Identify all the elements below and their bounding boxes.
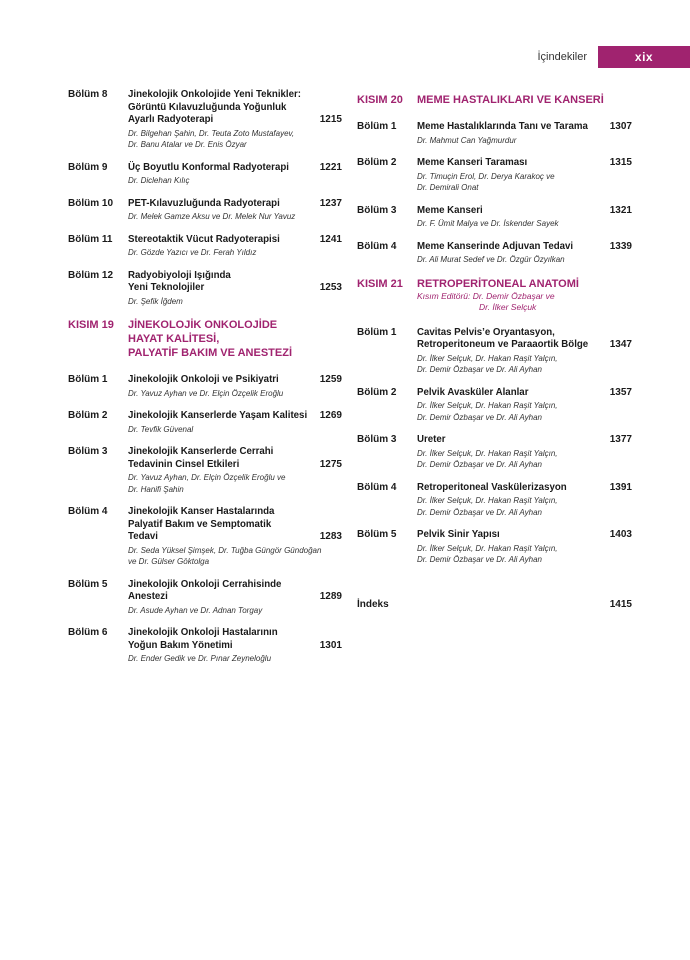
chapter-authors xyxy=(417,218,632,230)
entry-title-row xyxy=(128,234,342,247)
chapter-title xyxy=(417,482,604,495)
chapter-title xyxy=(128,446,314,471)
page-number: 1377 xyxy=(609,434,632,445)
chapter-title-line: Stereotaktik Vücut Radyoterapisi xyxy=(128,233,280,245)
chapter-authors xyxy=(128,424,342,436)
entry-body xyxy=(417,327,632,376)
chapter-title-line: Üç Boyutlu Konformal Radyoterapi xyxy=(128,161,289,173)
author-line: Dr. Banu Atalar ve Dr. Enis Özyar xyxy=(128,140,247,149)
chapter-title-line: Jinekolojik Onkoloji ve Psikiyatri xyxy=(128,374,279,385)
chapter-authors xyxy=(128,211,342,223)
chapter-title-line: Tedavi xyxy=(128,531,158,542)
chapter-authors xyxy=(417,171,632,194)
page-number: 1339 xyxy=(609,240,632,252)
chapter-authors xyxy=(417,353,632,376)
chapter-title-line: Görüntü Kılavuzluğunda Yoğunluk xyxy=(128,101,287,113)
part-title xyxy=(417,277,579,313)
author-line: Dr. Demirali Onat xyxy=(417,183,479,192)
part-editor-line: Dr. İlker Selçuk xyxy=(479,301,537,312)
entry-body xyxy=(417,157,632,194)
chapter-authors xyxy=(417,135,632,147)
entry-body xyxy=(128,89,342,151)
chapter-label: Bölüm 6 xyxy=(68,627,108,638)
chapter-title xyxy=(417,157,604,170)
toc-entry xyxy=(357,434,632,471)
chapter-title-line: Jinekolojik Onkoloji Hastalarının xyxy=(128,627,278,638)
entry-body xyxy=(417,121,632,146)
entry-body xyxy=(417,387,632,424)
chapter-title xyxy=(128,374,314,387)
chapter-title-line: Jinekolojik Onkolojide Yeni Teknikler: xyxy=(128,89,301,100)
page-number: 1221 xyxy=(319,161,342,173)
chapter-title xyxy=(128,234,314,247)
chapter-label: Bölüm 3 xyxy=(68,446,108,457)
chapter-authors xyxy=(128,388,342,400)
chapter-title-line: Radyobiyoloji Işığında xyxy=(128,269,231,281)
author-line: Dr. Mahmut Can Yağmurdur xyxy=(417,135,517,145)
part-editors xyxy=(417,291,579,313)
chapter-title xyxy=(128,410,314,423)
toc-entry xyxy=(357,529,632,566)
entry-body xyxy=(128,234,342,259)
author-line: Dr. Şefik İğdem xyxy=(128,296,183,306)
chapter-label: Bölüm 4 xyxy=(357,240,397,252)
part-title-line: HAYAT KALİTESİ, xyxy=(128,333,220,345)
chapter-title-line: Jinekolojik Kanser Hastalarında xyxy=(128,506,275,517)
entry-body xyxy=(417,241,632,266)
chapter-title xyxy=(417,121,604,134)
entry-title-row xyxy=(417,241,632,254)
entry-body xyxy=(128,446,342,495)
chapter-authors xyxy=(417,448,632,471)
page-number: 1283 xyxy=(319,531,342,542)
chapter-label: Bölüm 5 xyxy=(357,529,397,540)
toc-entry xyxy=(68,410,342,435)
chapter-title xyxy=(417,205,604,218)
chapter-title-line: Yeni Teknolojiler xyxy=(128,282,205,293)
entry-body xyxy=(417,434,632,471)
chapter-label: Bölüm 5 xyxy=(68,578,108,590)
toc-entry xyxy=(357,599,632,612)
toc-entry xyxy=(357,241,632,266)
chapter-title-line: Meme Hastalıklarında Tanı ve Tarama xyxy=(417,121,588,132)
chapter-title-line: Ureter xyxy=(417,434,446,445)
chapter-label: Bölüm 11 xyxy=(68,233,113,245)
page-number: 1315 xyxy=(609,157,632,168)
entry-title-row xyxy=(128,627,342,652)
chapter-title-line: Meme Kanseri Taraması xyxy=(417,157,528,168)
chapter-title xyxy=(417,241,604,254)
chapter-authors xyxy=(128,605,342,617)
entry-body xyxy=(128,506,342,568)
chapter-label: Bölüm 2 xyxy=(357,157,397,168)
toc-entry xyxy=(68,198,342,223)
author-line: Dr. İlker Selçuk, Dr. Hakan Raşit Yalçın, xyxy=(417,543,558,553)
chapter-label: Bölüm 1 xyxy=(68,374,108,385)
chapter-authors xyxy=(128,128,342,151)
chapter-title-line: Anestezi xyxy=(128,591,168,602)
page-number: 1289 xyxy=(319,591,342,602)
toc-entry xyxy=(68,506,342,568)
chapter-title xyxy=(128,270,314,295)
chapter-title-line: Ayarlı Radyoterapi xyxy=(128,114,214,125)
entry-title-row xyxy=(417,529,632,542)
chapter-title xyxy=(128,627,314,652)
entry-title-row xyxy=(417,482,632,495)
entry-body xyxy=(417,482,632,519)
chapter-label: Bölüm 12 xyxy=(68,269,114,281)
entry-title-row xyxy=(417,205,632,218)
chapter-label: Bölüm 1 xyxy=(357,121,397,132)
author-line: Dr. Demir Özbaşar ve Dr. Ali Ayhan xyxy=(417,412,542,422)
toc-entry xyxy=(68,162,342,187)
entry-title-row xyxy=(417,157,632,170)
chapter-authors xyxy=(128,247,342,259)
chapter-title xyxy=(128,198,314,211)
chapter-authors xyxy=(128,175,342,187)
page-number: 1347 xyxy=(609,339,632,350)
entry-title-row xyxy=(417,599,632,612)
page-number: 1403 xyxy=(609,529,632,540)
chapter-title-line: Cavitas Pelvis’e Oryantasyon, xyxy=(417,326,555,338)
page-number: 1237 xyxy=(319,197,342,209)
author-line: Dr. Demir Özbaşar ve Dr. Ali Ayhan xyxy=(417,460,542,469)
page-number: 1275 xyxy=(319,458,342,470)
part-editor-line: Kısım Editörü: Dr. Demir Özbaşar ve xyxy=(417,290,555,301)
author-line: Dr. Asude Ayhan ve Dr. Adnan Torgay xyxy=(128,605,263,615)
author-line: Dr. Yavuz Ayhan, Dr. Elçin Özçelik Eroğlu ve xyxy=(128,473,286,482)
author-line: Dr. İlker Selçuk, Dr. Hakan Raşit Yalçın, xyxy=(417,401,558,410)
author-line: Dr. F. Ümit Malya ve Dr. İskender Sayek xyxy=(417,219,559,228)
toc-entry xyxy=(68,579,342,617)
chapter-title-line: Pelvik Avasküler Alanlar xyxy=(417,386,529,398)
chapter-label: Bölüm 2 xyxy=(357,386,397,398)
page-number: 1321 xyxy=(609,204,632,216)
chapter-title xyxy=(128,506,314,544)
page-number: 1259 xyxy=(319,374,342,385)
entry-body xyxy=(417,529,632,566)
part-title-line: JİNEKOLOJİK ONKOLOJİDE xyxy=(128,319,278,331)
chapter-label: Bölüm 2 xyxy=(68,410,108,421)
toc-entry xyxy=(357,121,632,146)
entry-title-row xyxy=(417,121,632,134)
toc-left-column xyxy=(68,89,342,676)
chapter-label: Bölüm 3 xyxy=(357,204,397,216)
author-line: Dr. Tevfik Güvenal xyxy=(128,424,194,434)
chapter-title-line: Retroperitoneum ve Paraaortik Bölge xyxy=(417,339,589,350)
author-line: Dr. Gözde Yazıcı ve Dr. Ferah Yıldız xyxy=(128,248,257,257)
author-line: Dr. Yavuz Ayhan ve Dr. Elçin Özçelik Eroğlu xyxy=(128,388,284,398)
toc-entry xyxy=(68,234,342,259)
chapter-title-line: Meme Kanseri xyxy=(417,204,483,216)
entry-body xyxy=(128,162,342,187)
toc-part-heading xyxy=(357,93,632,107)
chapter-label: İndeks xyxy=(357,598,389,610)
page-number: 1415 xyxy=(609,598,632,610)
author-line: Dr. Ali Murat Sedef ve Dr. Özgür Özyılkan xyxy=(417,255,565,264)
entry-body xyxy=(128,410,342,435)
entry-body xyxy=(128,198,342,223)
toc-entry xyxy=(357,387,632,424)
toc-part-heading xyxy=(357,277,632,313)
page-number: 1307 xyxy=(609,121,632,132)
author-line: Dr. Bilgehan Şahin, Dr. Teuta Zoto Mustafayev, xyxy=(128,128,295,138)
entry-title-row xyxy=(128,410,342,423)
chapter-title-line: PET-Kılavuzluğunda Radyoterapi xyxy=(128,197,280,209)
part-title xyxy=(417,93,604,107)
page-number: 1253 xyxy=(319,282,342,293)
toc-part-heading xyxy=(68,318,342,360)
entry-body xyxy=(417,205,632,230)
chapter-authors xyxy=(417,495,632,518)
chapter-title-line: Jinekolojik Onkoloji Cerrahisinde xyxy=(128,578,282,590)
author-line: Dr. Demir Özbaşar ve Dr. Ali Ayhan xyxy=(417,555,542,564)
page-number: 1241 xyxy=(319,233,342,245)
chapter-authors xyxy=(128,653,342,665)
part-title-line: PALYATİF BAKIM VE ANESTEZİ xyxy=(128,347,293,359)
entry-title-row xyxy=(128,198,342,211)
author-line: Dr. Timuçin Erol, Dr. Derya Karakoç ve xyxy=(417,171,555,181)
page-number-badge: xix xyxy=(598,46,690,68)
author-line: Dr. İlker Selçuk, Dr. Hakan Raşit Yalçın, xyxy=(417,496,558,505)
entry-title-row xyxy=(128,374,342,387)
chapter-title-line: Yoğun Bakım Yönetimi xyxy=(128,639,233,651)
part-label: KISIM 21 xyxy=(357,277,403,290)
page-number: 1269 xyxy=(319,410,342,421)
toc-entry xyxy=(357,327,632,376)
author-line: Dr. Diclehan Kılıç xyxy=(128,176,190,185)
entry-body xyxy=(128,270,342,308)
chapter-title xyxy=(128,89,314,127)
entry-title-row xyxy=(128,270,342,295)
part-title-line: RETROPERİTONEAL ANATOMİ xyxy=(417,277,579,290)
entry-body xyxy=(128,579,342,617)
chapter-label: Bölüm 3 xyxy=(357,434,397,445)
chapter-title xyxy=(128,579,314,604)
entry-body xyxy=(128,374,342,399)
chapter-title xyxy=(417,327,604,352)
chapter-label: Bölüm 1 xyxy=(357,326,397,338)
toc-entry xyxy=(357,205,632,230)
toc-entry xyxy=(68,446,342,495)
entry-title-row xyxy=(417,434,632,447)
entry-title-row xyxy=(128,446,342,471)
chapter-title xyxy=(417,434,604,447)
chapter-authors xyxy=(417,254,632,266)
entry-body xyxy=(128,627,342,665)
page-number: 1391 xyxy=(609,481,632,493)
entry-title-row xyxy=(417,327,632,352)
toc-right-column xyxy=(357,89,632,622)
chapter-title xyxy=(128,162,314,175)
author-line: Dr. İlker Selçuk, Dr. Hakan Raşit Yalçın, xyxy=(417,353,558,363)
author-line: Dr. Demir Özbaşar ve Dr. Ali Ayhan xyxy=(417,507,542,517)
part-title xyxy=(128,318,292,360)
author-line: Dr. İlker Selçuk, Dr. Hakan Raşit Yalçın, xyxy=(417,448,558,458)
toc-entry xyxy=(357,482,632,519)
part-title-line: MEME HASTALIKLARI VE KANSERİ xyxy=(417,94,604,106)
running-header-label: İçindekiler xyxy=(537,51,587,63)
page-number: 1301 xyxy=(319,639,342,651)
entry-title-row xyxy=(417,387,632,400)
entry-title-row xyxy=(128,162,342,175)
author-line: Dr. Demir Özbaşar ve Dr. Ali Ayhan xyxy=(417,365,542,374)
entry-title-row xyxy=(128,89,342,127)
chapter-title-line: Jinekolojik Kanserlerde Cerrahi xyxy=(128,446,274,457)
toc-entry xyxy=(357,157,632,194)
chapter-label: Bölüm 10 xyxy=(68,197,114,209)
chapter-authors xyxy=(417,400,632,423)
chapter-label: Bölüm 4 xyxy=(68,506,108,517)
entry-title-row xyxy=(128,579,342,604)
chapter-title-line: Pelvik Sinir Yapısı xyxy=(417,529,500,540)
author-line: Dr. Hanifi Şahin xyxy=(128,484,184,494)
chapter-label: Bölüm 4 xyxy=(357,481,397,493)
author-line: ve Dr. Gülser Göktolga xyxy=(128,557,210,566)
chapter-label: Bölüm 9 xyxy=(68,161,108,173)
chapter-title-line: Meme Kanserinde Adjuvan Tedavi xyxy=(417,240,574,252)
author-line: Dr. Ender Gedik ve Dr. Pınar Zeyneloğlu xyxy=(128,654,272,663)
part-label: KISIM 20 xyxy=(357,94,403,106)
part-label: KISIM 19 xyxy=(68,319,114,331)
toc-entry xyxy=(68,374,342,399)
toc-entry xyxy=(68,270,342,308)
chapter-authors xyxy=(417,543,632,566)
entry-body xyxy=(417,599,632,612)
chapter-label: Bölüm 8 xyxy=(68,89,108,100)
chapter-title-line: Jinekolojik Kanserlerde Yaşam Kalitesi xyxy=(128,410,308,421)
chapter-authors xyxy=(128,296,342,308)
page-number: 1357 xyxy=(609,386,632,398)
chapter-title-line: Retroperitoneal Vaskülerizasyon xyxy=(417,481,567,493)
chapter-title-line: Tedavinin Cinsel Etkileri xyxy=(128,458,240,470)
page-number: 1215 xyxy=(319,114,342,125)
author-line: Dr. Seda Yüksel Şimşek, Dr. Tuğba Güngör Gündoğan xyxy=(128,545,322,555)
entry-title-row xyxy=(128,506,342,544)
chapter-title xyxy=(417,387,604,400)
chapter-authors xyxy=(128,472,342,495)
toc-entry xyxy=(68,627,342,665)
chapter-authors xyxy=(128,545,342,568)
chapter-title xyxy=(417,529,604,542)
author-line: Dr. Melek Gamze Aksu ve Dr. Melek Nur Yavuz xyxy=(128,212,296,221)
toc-entry xyxy=(68,89,342,151)
toc-spacer xyxy=(357,577,632,599)
chapter-title-line: Palyatif Bakım ve Semptomatik xyxy=(128,518,272,530)
